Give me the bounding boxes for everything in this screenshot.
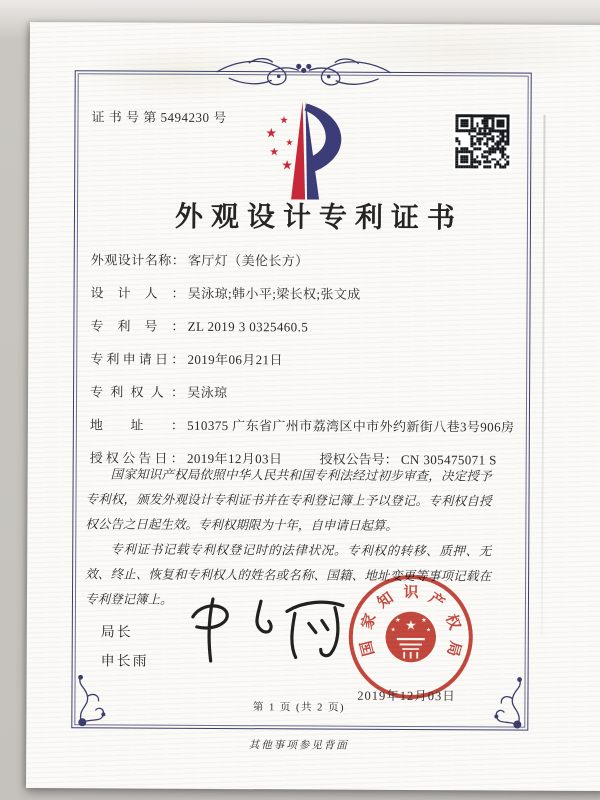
field-value: 吴泳琼;韩小平;梁长权;张文成 — [187, 285, 361, 302]
svg-text:★: ★ — [420, 617, 427, 625]
field-label: 授权公告号： — [319, 451, 398, 467]
certificate-title: 外观设计专利证书 — [174, 201, 464, 235]
field-label: 设计人： — [90, 285, 185, 301]
cnipa-logo-icon — [255, 95, 352, 208]
signer-title: 局长 — [100, 625, 133, 641]
svg-text:★: ★ — [269, 146, 280, 159]
svg-text:★: ★ — [404, 617, 417, 633]
svg-text:★: ★ — [394, 616, 401, 625]
field-design-name — [91, 250, 511, 271]
field-label: 授权公告日： — [89, 450, 184, 466]
certificate-number: 证 书 号 第 5494230 号 — [91, 109, 227, 126]
field-value: CN 305475071 S — [400, 451, 497, 468]
field-label: 专利号： — [90, 318, 185, 334]
paper-crease — [541, 115, 546, 635]
certificate-paper — [26, 22, 600, 791]
seal-date: 2019年12月03日 — [357, 688, 456, 704]
signer-block — [101, 618, 149, 676]
field-patent-number — [90, 316, 510, 337]
field-application-date — [90, 349, 510, 370]
svg-text:★: ★ — [265, 125, 278, 141]
field-patentee — [90, 382, 510, 403]
svg-text:★: ★ — [390, 627, 396, 634]
field-address — [89, 415, 515, 436]
top-flourish-ornament — [208, 53, 398, 92]
qr-code — [453, 112, 511, 170]
svg-text:★: ★ — [426, 627, 432, 634]
reverse-side-note: 其他事项参见背面 — [248, 740, 349, 752]
field-label: 外观设计名称： — [90, 252, 185, 268]
field-label: 专利申请日： — [90, 351, 185, 367]
page-number: 第 1 页 (共 2 页) — [252, 702, 346, 714]
field-value: ZL 2019 3 0325460.5 — [187, 318, 309, 335]
svg-text:★: ★ — [279, 115, 289, 127]
field-value: 510375 广东省广州市荔湾区中市外约新街八巷3号906房 — [187, 417, 515, 435]
field-label: 专利权人： — [90, 384, 185, 400]
field-designers — [91, 283, 511, 304]
field-value: 吴泳琼 — [187, 384, 228, 401]
national-emblem-icon — [383, 609, 439, 665]
commissioner-signature — [175, 583, 365, 679]
svg-text:★: ★ — [281, 157, 293, 173]
field-value: 2019年06月21日 — [187, 351, 283, 368]
field-value: 2019年12月03日 — [186, 450, 283, 467]
certificate-fields — [89, 250, 515, 483]
cnipa-official-seal: 国 家 知 识 产 权 局 ★ ★ ★ ★ ★ — [348, 575, 473, 700]
field-value: 客厅灯（美伦长方） — [187, 252, 309, 269]
svg-text:★: ★ — [285, 137, 294, 148]
legal-paragraph: 专利证书记载专利权登记时的法律状况。专利权的转移、质押、无效、终止、恢复和专利权人的姓名或名称、国籍、地址变更等事项记载在专利登记簿上。 — [84, 542, 492, 607]
signer-name: 申长雨 — [100, 654, 149, 670]
legal-paragraph: 国家知识产权局依照中华人民共和国专利法经过初步审查，决定授予专利权，颁发外观设计专利证书并在专利登记簿上予以登记。专利权自授权公告之日起生效。专利权期限为十年，自申请日起算。 — [85, 467, 492, 533]
field-label: 地址： — [89, 417, 184, 433]
